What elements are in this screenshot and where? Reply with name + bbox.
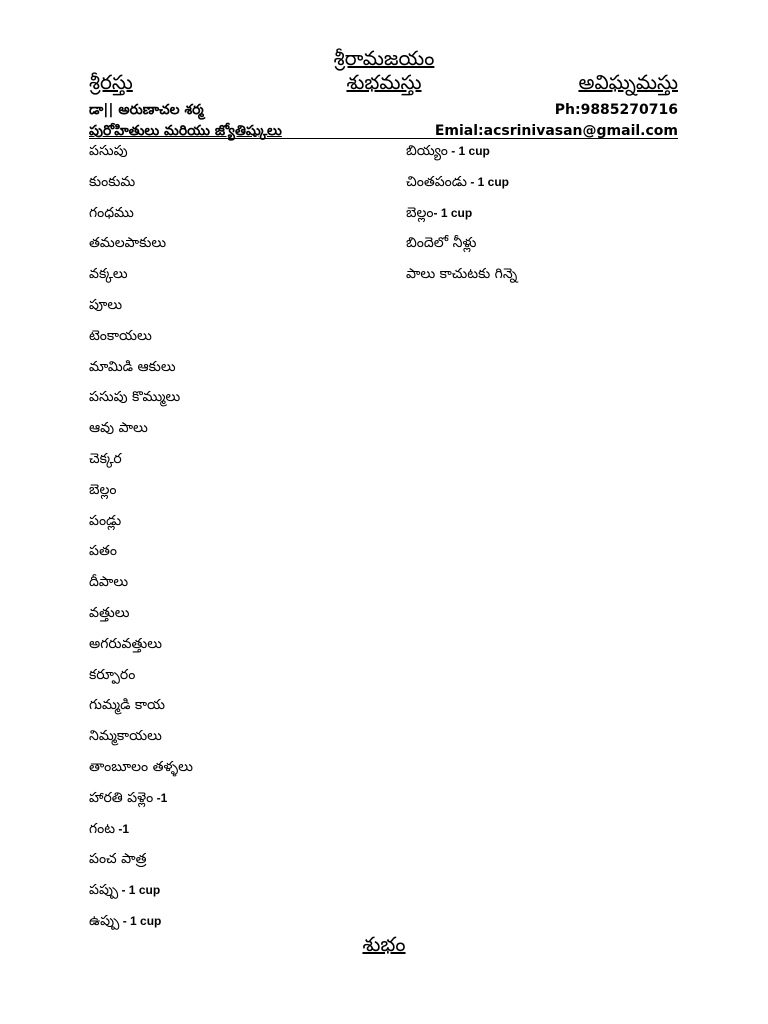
item-name: తమలపాకులు — [89, 235, 167, 252]
list-item — [89, 448, 193, 479]
item-name: టెంకాయలు — [89, 327, 152, 344]
item-name: పప్పు — [89, 882, 119, 899]
item-name: కుంకుమ — [89, 173, 136, 190]
list-item — [89, 263, 193, 294]
list-item — [89, 356, 193, 387]
item-name: ఆవు పాలు — [89, 420, 148, 437]
email-address: Emial:acsrinivasan@gmail.com — [434, 123, 678, 139]
list-item — [406, 263, 517, 294]
item-name: వక్కలు — [89, 266, 128, 283]
item-name: బెల్లం — [406, 204, 434, 221]
list-item — [406, 232, 517, 263]
list-item — [89, 602, 193, 633]
item-name: పండ్లు — [89, 512, 122, 529]
item-name: తాంబూలం తళ్ళలు — [89, 758, 193, 775]
list-item — [89, 664, 193, 695]
list-item — [89, 571, 193, 602]
item-name: గంధము — [89, 204, 134, 221]
header-divider — [89, 138, 678, 139]
list-item — [89, 694, 193, 725]
item-qty: - 1 cup — [447, 144, 490, 158]
item-name: చింతపండు — [406, 173, 467, 190]
phone-number: Ph:9885270716 — [554, 102, 678, 118]
item-name: పంచ పాత్ర — [89, 851, 147, 868]
list-item — [89, 510, 193, 541]
list-item — [406, 202, 517, 233]
closing-word: శుభం — [362, 932, 406, 956]
item-name: వత్తులు — [89, 604, 130, 621]
list-item — [89, 232, 193, 263]
blessing-center: శుభమస్తు — [346, 70, 422, 94]
item-name: బియ్యం — [406, 143, 448, 159]
list-item — [89, 540, 193, 571]
page-title: శ్రీరామజయం — [333, 46, 435, 70]
item-name: బెల్లం — [89, 481, 117, 498]
item-name: పాలు కాచుటకు గిన్నె — [406, 266, 518, 283]
item-name: బిందెలో నీళ్లు — [406, 235, 477, 252]
priest-name: డా|| అరుణాచల శర్మ — [89, 102, 204, 118]
item-name: గుమ్మడి కాయ — [89, 697, 166, 714]
item-name: దీపాలు — [89, 574, 129, 591]
item-name: చెక్కర — [89, 450, 122, 467]
list-item — [89, 725, 193, 756]
item-name: హారతి పళ్లెం — [89, 789, 154, 806]
item-qty: -1 — [115, 821, 130, 836]
item-name: పూలు — [89, 296, 123, 313]
list-item — [89, 633, 193, 664]
list-item — [406, 140, 517, 171]
item-qty: - 1 cup — [118, 883, 161, 898]
item-name: అగరువత్తులు — [89, 635, 162, 652]
item-name: పసుపు కొమ్ములు — [89, 389, 181, 406]
item-qty: - 1 cup — [466, 174, 509, 189]
list-item — [89, 325, 193, 356]
item-qty: - 1 cup — [433, 205, 473, 220]
list-item — [406, 171, 517, 202]
list-item — [89, 140, 193, 171]
list-item — [89, 171, 193, 202]
blessing-left: శ్రీరస్తు — [89, 70, 133, 94]
item-name: మామిడి ఆకులు — [89, 358, 176, 375]
list-item — [89, 756, 193, 787]
list-item — [89, 848, 193, 879]
list-item — [89, 479, 193, 510]
item-name: ఉప్పు — [89, 912, 120, 929]
list-item — [89, 879, 193, 910]
item-name: నిమ్మకాయలు — [89, 728, 162, 745]
list-item — [89, 202, 193, 233]
list-item — [89, 417, 193, 448]
item-name: గంట — [89, 820, 116, 837]
item-qty: -1 — [153, 790, 168, 805]
items-list-right — [406, 140, 517, 294]
item-name: పసుపు — [89, 143, 128, 159]
item-name: కర్పూరం — [89, 666, 136, 683]
list-item — [89, 787, 193, 818]
item-qty: - 1 cup — [119, 913, 162, 928]
item-name: పతం — [89, 543, 117, 560]
profession: పురోహితులు మరియు జ్యోతిష్కులు — [89, 123, 282, 139]
blessing-right: అవిఘ్నమస్తు — [578, 70, 678, 94]
list-item — [89, 818, 193, 849]
items-list-left — [89, 140, 193, 941]
list-item — [89, 386, 193, 417]
list-item — [89, 294, 193, 325]
